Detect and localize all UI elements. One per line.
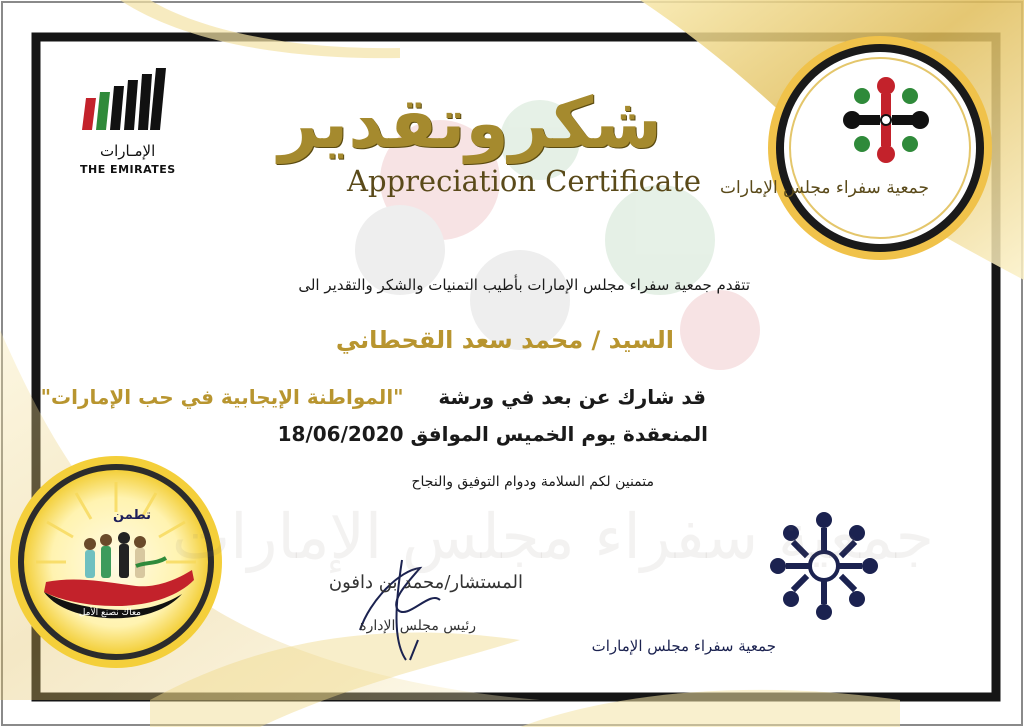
recipient-name: السيد / محمد سعد القحطاني bbox=[335, 326, 674, 354]
organization-caption: جمعية سفراء مجلس الإمارات bbox=[591, 637, 776, 655]
workshop-name: "المواطنة الإيجابية في حب الإمارات" bbox=[40, 385, 404, 409]
date-line: المنعقدة يوم الخميس الموافق 18/06/2020 bbox=[277, 422, 708, 446]
certificate-title-en: Appreciation Certificate bbox=[347, 164, 702, 198]
seal-caption: جمعية سفراء مجلس الإمارات bbox=[720, 178, 929, 198]
emirates-logo-en: THE EMIRATES bbox=[80, 163, 176, 176]
participation-text: قد شارك عن بعد في ورشة bbox=[438, 385, 706, 409]
tatman-brand: تطمن bbox=[113, 508, 151, 523]
people-circle-icon bbox=[768, 36, 992, 260]
participation-line bbox=[41, 385, 706, 409]
certificate-intro: تتقدم جمعية سفراء مجلس الإمارات بأطيب التمنيات والشكر والتقدير الى bbox=[298, 276, 750, 294]
wishes-line: متمنين لكم السلامة ودوام التوفيق والنجاح bbox=[411, 474, 654, 490]
emirates-logo-ar: الإمـارات bbox=[100, 142, 156, 160]
watermark-text: جمعية سفراء مجلس الإمارات bbox=[171, 500, 934, 573]
emirates-stripes-icon bbox=[82, 68, 166, 130]
signatory-position: رئيس مجلس الإدارة bbox=[359, 618, 476, 634]
certificate-title-ar: شكروتقدير bbox=[278, 82, 662, 164]
tatman-slogan: معاك نصنع الأمل bbox=[78, 608, 141, 618]
signatory-name: المستشار/محمد بن دافون bbox=[328, 572, 523, 593]
